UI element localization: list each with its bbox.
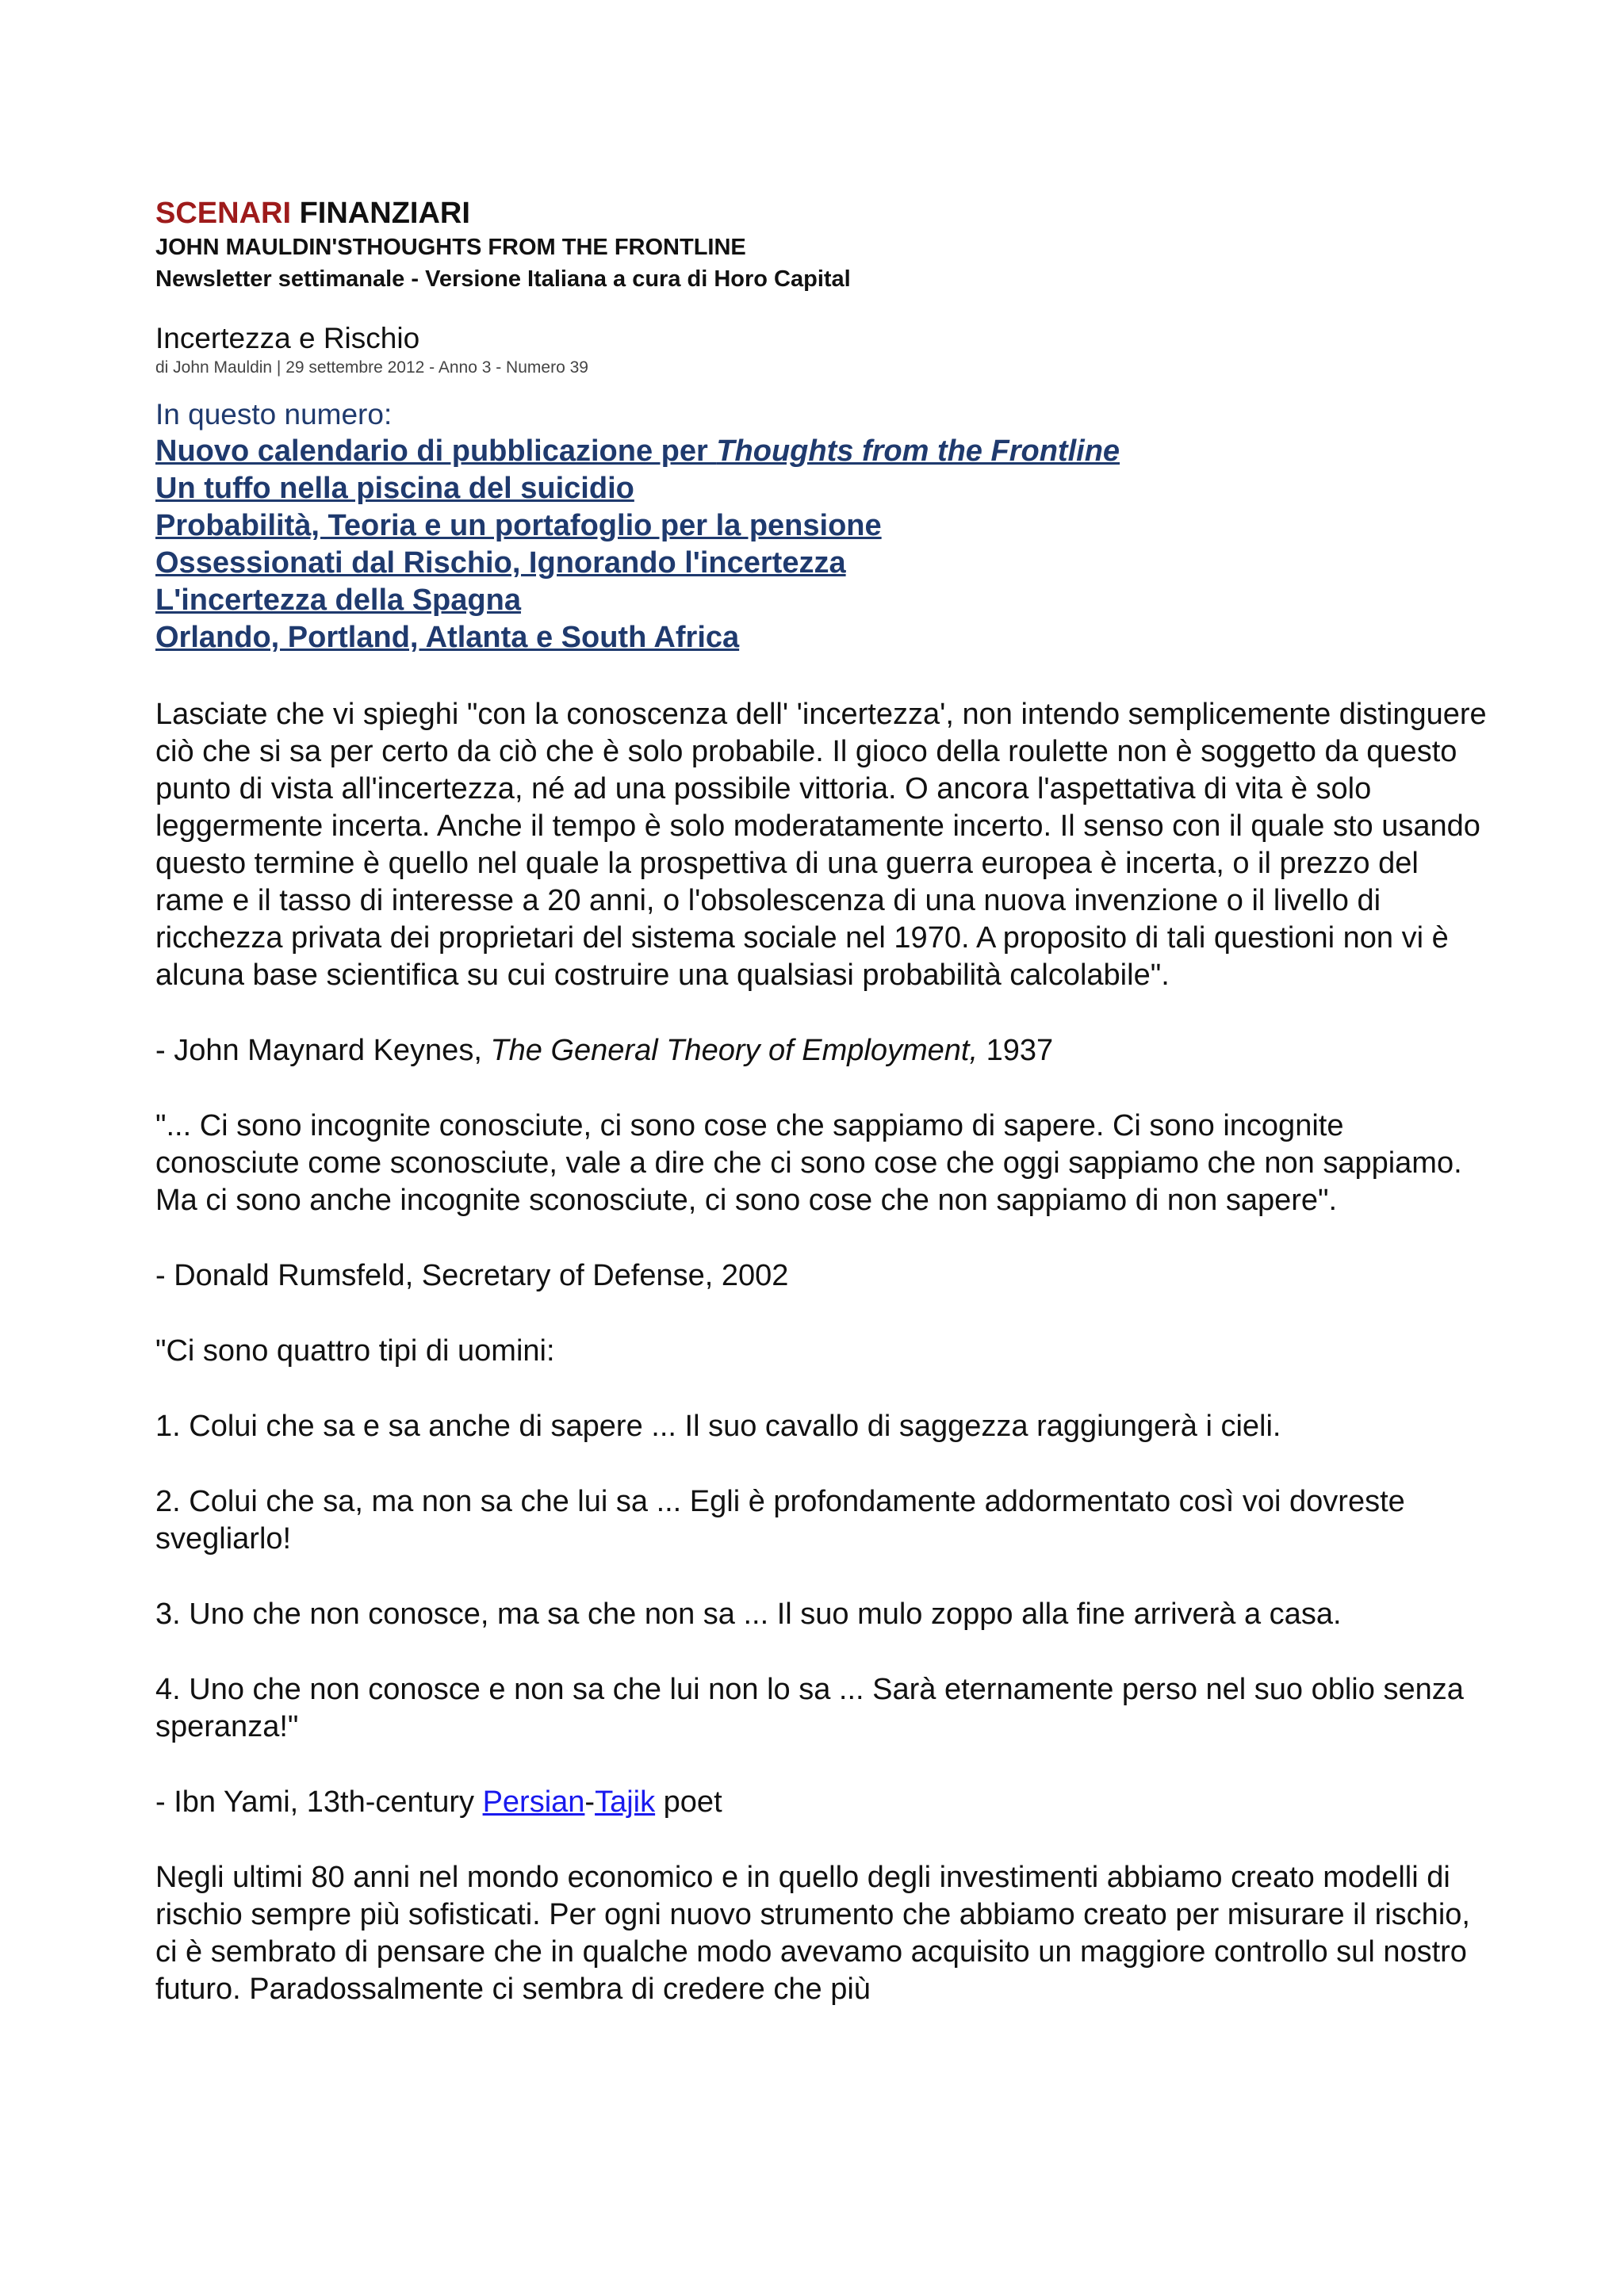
rumsfeld-quote: "... Ci sono incognite conosciute, ci sono cose che sappiamo di sapere. Ci sono incognite conosciute come sconosciute, vale a dire che ci sono cose che oggi sappiamo che non sappiamo. Ma ci sono anche incognite sconosciute, ci sono cose che non sappiamo di non sapere".	[155, 1109, 1462, 1217]
type-four: 4. Uno che non conosce e non sa che lui non lo sa ... Sarà eternamente perso nel suo oblio senza speranza!"	[155, 1673, 1464, 1743]
table-of-contents	[155, 396, 1488, 656]
toc-heading: In questo numero:	[155, 398, 393, 430]
newsletter-tagline: Newsletter settimanale - Versione Italiana a cura di Horo Capital	[155, 266, 851, 292]
toc-link-spain-uncertainty[interactable]: L'incertezza della Spagna	[155, 584, 521, 617]
brand-black-word: FINANZIARI	[299, 197, 470, 230]
closing-paragraph: Negli ultimi 80 anni nel mondo economico e in quello degli investimenti abbiamo creato modelli di rischio sempre più sofisticati. Per ogni nuovo strumento che abbiamo creato per misurare il rischio, ci è sembrato di pensare che in qualche modo avevamo acquisito un maggiore controllo sul nostro futuro. Paradossalmente ci sembra di credere che più	[155, 1861, 1470, 2006]
toc-link-travel-schedule[interactable]: Orlando, Portland, Atlanta e South Africa	[155, 621, 740, 654]
type-three: 3. Uno che non conosce, ma sa che non sa ... Il suo mulo zoppo alla fine arriverà a casa.	[155, 1598, 1342, 1631]
keynes-attr-year: 1937	[978, 1034, 1054, 1067]
yami-attr-prefix: - Ibn Yami, 13th-century	[155, 1785, 483, 1819]
rumsfeld-attribution: - Donald Rumsfeld, Secretary of Defense, 2002	[155, 1259, 789, 1292]
toc-link-suicide-pool[interactable]: Un tuffo nella piscina del suicidio	[155, 472, 634, 505]
keynes-quote: Lasciate che vi spieghi "con la conoscenza dell' 'incertezza', non intendo semplicemente distinguere ciò che si sa per certo da ciò che è solo probabile. Il gioco della roulette non è soggetto da questo punto di vista all'incertezza, né ad una possibile vittoria. O ancora l'aspettativa di vita è solo leggermente incerta. Anche il tempo è solo moderatamente incerto. Il senso con il quale sto usando questo termine è quello nel quale la prospettiva di una guerra europea è incerta, o il prezzo del rame e il tasso di interesse a 20 anni, o l'obsolescenza di una nuova invenzione o il livello di ricchezza privata dei proprietari del sistema sociale nel 1970. A proposito di tali questioni non vi è alcuna base scientifica su cui costruire una qualsiasi probabilità calcolabile".	[155, 698, 1487, 992]
toc-link-publication-schedule[interactable]	[155, 433, 1488, 470]
type-one: 1. Colui che sa e sa anche di sapere ... Il suo cavallo di saggezza raggiungerà i cieli.	[155, 1410, 1281, 1443]
yami-attr-suffix: poet	[655, 1785, 722, 1819]
toc-link-italic-text: Thoughts from the Frontline	[716, 434, 1120, 468]
four-types-intro: "Ci sono quattro tipi di uomini:	[155, 1334, 555, 1368]
yami-attribution	[155, 1784, 1488, 1821]
article-byline: di John Mauldin | 29 settembre 2012 - Anno 3 - Numero 39	[155, 358, 588, 377]
article-title: Incertezza e Rischio	[155, 322, 420, 354]
toc-link-obsessed-risk[interactable]: Ossessionati dal Rischio, Ignorando l'incertezza	[155, 546, 846, 580]
keynes-attr-prefix: - John Maynard Keynes,	[155, 1034, 491, 1067]
type-two: 2. Colui che sa, ma non sa che lui sa ... Egli è profondamente addormentato così voi dovreste svegliarlo!	[155, 1485, 1405, 1556]
newsletter-subtitle: JOHN MAULDIN'STHOUGHTS FROM THE FRONTLINE	[155, 235, 746, 260]
keynes-attribution	[155, 1032, 1488, 1070]
brand-red-word: SCENARI	[155, 197, 292, 230]
toc-link-text: Nuovo calendario di pubblicazione per	[155, 434, 717, 468]
document-content	[155, 195, 1488, 2008]
yami-dash: -	[584, 1785, 596, 1819]
persian-link[interactable]: Persian	[482, 1785, 585, 1819]
tajik-link[interactable]: Tajik	[595, 1785, 656, 1819]
newsletter-brand	[155, 195, 1488, 232]
toc-link-probability-theory[interactable]: Probabilità, Teoria e un portafoglio per la pensione	[155, 509, 882, 542]
keynes-book-title: The General Theory of Employment,	[490, 1034, 979, 1067]
